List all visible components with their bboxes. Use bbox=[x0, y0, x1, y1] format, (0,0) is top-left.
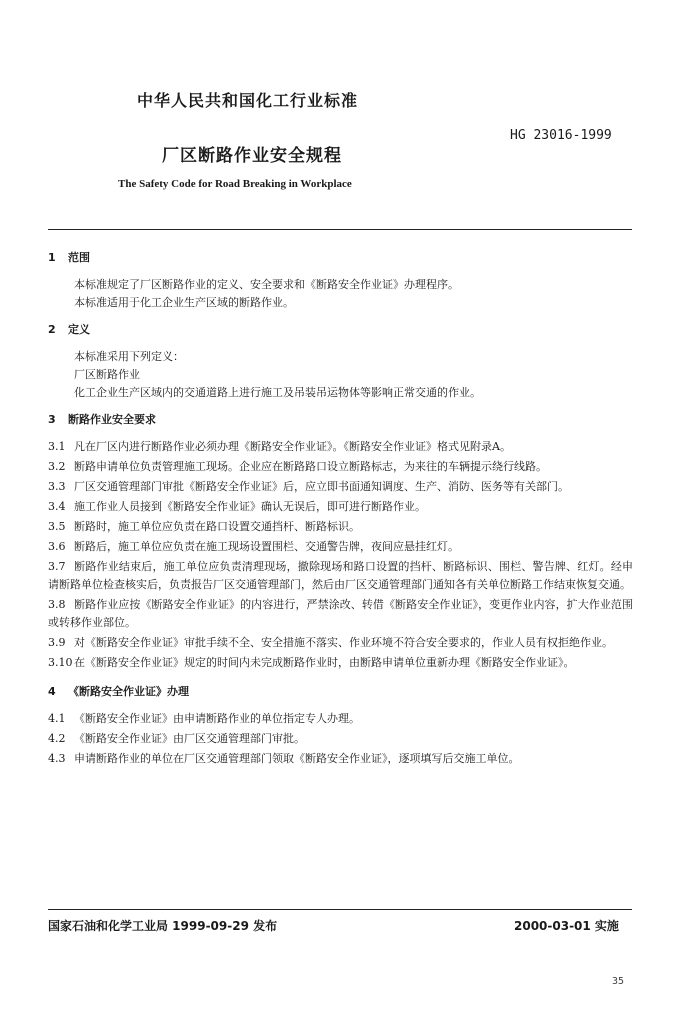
paragraph: 本标准采用下列定义： bbox=[74, 350, 184, 363]
paragraph: 本标准规定了厂区断路作业的定义、安全要求和《断路安全作业证》办理程序。 bbox=[74, 278, 459, 291]
section-title: 《断路安全作业证》办理 bbox=[68, 685, 189, 698]
clause-text: 《断路安全作业证》由申请断路作业的单位指定专人办理。 bbox=[74, 712, 360, 725]
clause-number: 3.2 bbox=[48, 460, 66, 473]
section-heading bbox=[48, 411, 633, 429]
clause bbox=[48, 634, 633, 652]
clause bbox=[48, 710, 633, 728]
clause-number: 4.2 bbox=[48, 732, 66, 745]
clause-text: 断路后，施工单位应负责在施工现场设置围栏、交通警告牌，夜间应悬挂红灯。 bbox=[74, 540, 459, 553]
clause-text: 断路作业结束后，施工单位应负责清理现场，撤除现场和路口设置的挡杆、断路标识、围栏、警告牌、红灯。经申请断路单位检查核实后，负责报告厂区交通管理部门，然后由厂区交通管理部门通知各有关单位断路工作结束恢复交通。 bbox=[48, 560, 633, 591]
section-number: 4 bbox=[48, 685, 56, 698]
page-number: 35 bbox=[612, 976, 625, 987]
clause-number: 3.1 bbox=[48, 440, 66, 453]
clause-number: 3.6 bbox=[48, 540, 66, 553]
clause-number: 3.4 bbox=[48, 500, 66, 513]
clause-number: 3.3 bbox=[48, 480, 66, 493]
national-standard-label: 中华人民共和国化工行业标准 bbox=[137, 91, 359, 110]
clause-text: 断路申请单位负责管理施工现场。企业应在断路路口设立断路标志，为来往的车辆提示绕行线路。 bbox=[74, 460, 547, 473]
clause-number: 3.8 bbox=[48, 598, 66, 611]
document-body bbox=[48, 249, 633, 770]
clause-text: 厂区交通管理部门审批《断路安全作业证》后，应立即书面通知调度、生产、消防、医务等有关部门。 bbox=[74, 480, 569, 493]
clause bbox=[48, 518, 633, 536]
clause-text: 《断路安全作业证》由厂区交通管理部门审批。 bbox=[74, 732, 305, 745]
clause bbox=[48, 498, 633, 516]
section-number: 1 bbox=[48, 251, 56, 264]
clause bbox=[48, 596, 633, 632]
footer-divider bbox=[48, 909, 632, 910]
clause-number: 4.1 bbox=[48, 712, 66, 725]
clause-text: 断路作业应按《断路安全作业证》的内容进行，严禁涂改、转借《断路安全作业证》，变更作业内容，扩大作业范围或转移作业部位。 bbox=[48, 598, 633, 629]
clause-text: 断路时，施工单位应负责在路口设置交通挡杆、断路标识。 bbox=[74, 520, 360, 533]
clause bbox=[48, 478, 633, 496]
section-title: 断路作业安全要求 bbox=[68, 413, 156, 426]
clause bbox=[48, 438, 633, 456]
clause bbox=[48, 730, 633, 748]
clause-number: 3.5 bbox=[48, 520, 66, 533]
clause bbox=[48, 750, 633, 768]
clause bbox=[48, 654, 633, 672]
section-heading bbox=[48, 249, 633, 267]
clause bbox=[48, 458, 633, 476]
clause-text: 对《断路安全作业证》审批手续不全、安全措施不落实、作业环境不符合安全要求的，作业人员有权拒绝作业。 bbox=[74, 636, 613, 649]
section-heading bbox=[48, 683, 633, 701]
implementation-date: 2000-03-01 实施 bbox=[514, 919, 619, 933]
issue-date: 国家石油和化学工业局 1999-09-29 发布 bbox=[48, 919, 278, 933]
section-number: 2 bbox=[48, 323, 56, 336]
document-title-english: The Safety Code for Road Breaking in Workplace bbox=[118, 178, 352, 190]
clause-number: 4.3 bbox=[48, 752, 66, 765]
paragraph: 本标准适用于化工企业生产区域的断路作业。 bbox=[74, 296, 294, 309]
section-number: 3 bbox=[48, 413, 56, 426]
clause-number: 3.10 bbox=[48, 656, 73, 669]
clause-text: 申请断路作业的单位在厂区交通管理部门领取《断路安全作业证》，逐项填写后交施工单位。 bbox=[74, 752, 520, 765]
clause-number: 3.9 bbox=[48, 636, 66, 649]
clause-number: 3.7 bbox=[48, 560, 66, 573]
term: 厂区断路作业 bbox=[74, 368, 140, 381]
section-title: 范围 bbox=[68, 251, 90, 264]
standard-code: HG 23016-1999 bbox=[510, 128, 612, 143]
header-divider bbox=[48, 229, 632, 230]
section-title: 定义 bbox=[68, 323, 90, 336]
definition: 化工企业生产区域内的交通道路上进行施工及吊装吊运物体等影响正常交通的作业。 bbox=[74, 386, 481, 399]
section-heading bbox=[48, 321, 633, 339]
clause bbox=[48, 538, 633, 556]
clause-text: 施工作业人员接到《断路安全作业证》确认无误后，即可进行断路作业。 bbox=[74, 500, 426, 513]
clause-text: 在《断路安全作业证》规定的时间内未完成断路作业时，由断路申请单位重新办理《断路安全作业证》。 bbox=[74, 656, 575, 669]
document-title: 厂区断路作业安全规程 bbox=[162, 146, 342, 166]
clause bbox=[48, 558, 633, 594]
clause-text: 凡在厂区内进行断路作业必须办理《断路安全作业证》。《断路安全作业证》格式见附录A。 bbox=[74, 440, 511, 453]
